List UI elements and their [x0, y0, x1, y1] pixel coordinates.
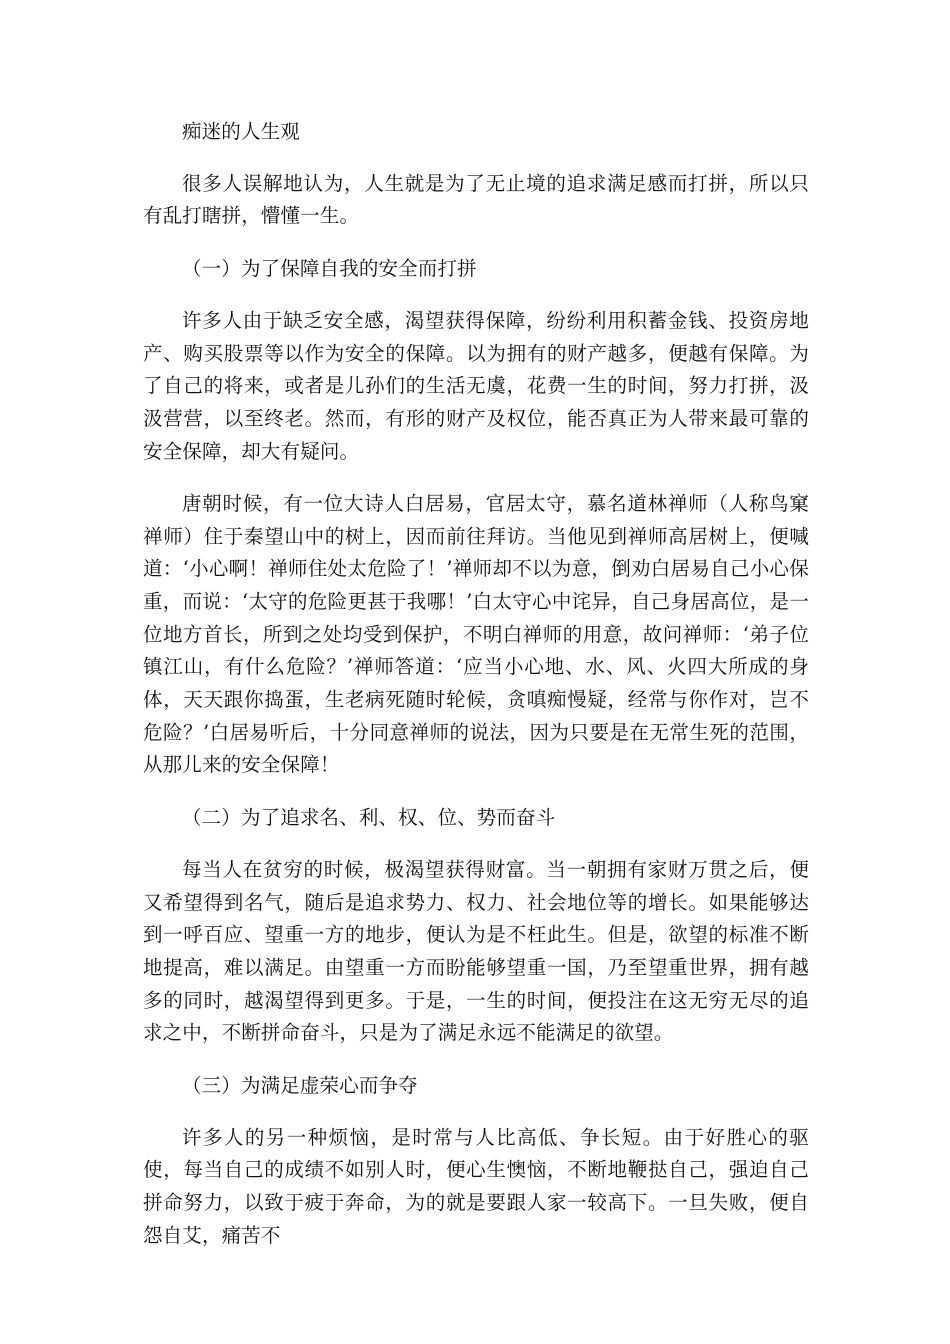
body-paragraph: 许多人由于缺乏安全感，渴望获得保障，纷纷利用积蓄金钱、投资房地产、购买股票等以作为安全的保障。以为拥有的财产越多，便越有保障。为了自己的将来，或者是儿孙们的生活无虞，花费一生的时间，努力打拼，汲汲营营，以至终老。然而，有形的财产及权位，能否真正为人带来最可靠的安全保障，却大有疑问。 [143, 308, 809, 463]
body-paragraph: 每当人在贫穷的时候，极渴望获得财富。当一朝拥有家财万贯之后，便又希望得到名气，随后是追求势力、权力、社会地位等的增长。如果能够达到一呼百应、望重一方的地步，便认为是不枉此生。但是，欲望的标准不断地提高，难以满足。由望重一方而盼能够望重一国，乃至望重世界，拥有越多的同时，越渴望得到更多。于是，一生的时间，便投注在这无穷无尽的追求之中，不断拼命奋斗，只是为了满足永远不能满足的欲望。 [143, 857, 809, 1045]
section-heading-2: （二）为了追求名、利、权、位、势而奋斗 [182, 805, 556, 829]
document-title: 痴迷的人生观 [182, 120, 300, 143]
section-heading-1: （一）为了保障自我的安全而打拼 [182, 256, 477, 280]
body-paragraph: 许多人的另一种烦恼，是时常与人比高低、争长短。由于好胜心的驱使，每当自己的成绩不如别人时，便心生懊恼，不断地鞭挞自己，强迫自己拼命努力，以致于疲于奔命，为的就是要跟人家一较高下。一旦失败，便自怨自艾，痛苦不 [143, 1125, 809, 1247]
section-heading-3: （三）为满足虚荣心而争夺 [182, 1073, 418, 1097]
intro-paragraph: 很多人误解地认为，人生就是为了无止境的追求满足感而打拼，所以只有乱打瞎拼，懵懂一生。 [143, 171, 809, 228]
body-paragraph: 唐朝时候，有一位大诗人白居易，官居太守，慕名道林禅师（人称鸟窠禅师）住于秦望山中的树上，因而前往拜访。当他见到禅师高居树上，便喊道：‘小心啊！禅师住处太危险了！’禅师却不以为意，倒劝白居易自己小心保重，而说：‘太守的危险更甚于我哪！’白太守心中诧异，自己身居高位，是一位地方首长，所到之处均受到保护，不明白禅师的用意，故问禅师：‘弟子位镇江山，有什么危险？’禅师答道：‘应当小心地、水、风、火四大所成的身体，天天跟你捣蛋，生老病死随时轮候，贪嗔痴慢疑，经常与你作对，岂不危险？’白居易听后，十分同意禅师的说法，因为只要是在无常生死的范围，从那儿来的安全保障！ [143, 491, 809, 777]
document-body [143, 116, 809, 1272]
